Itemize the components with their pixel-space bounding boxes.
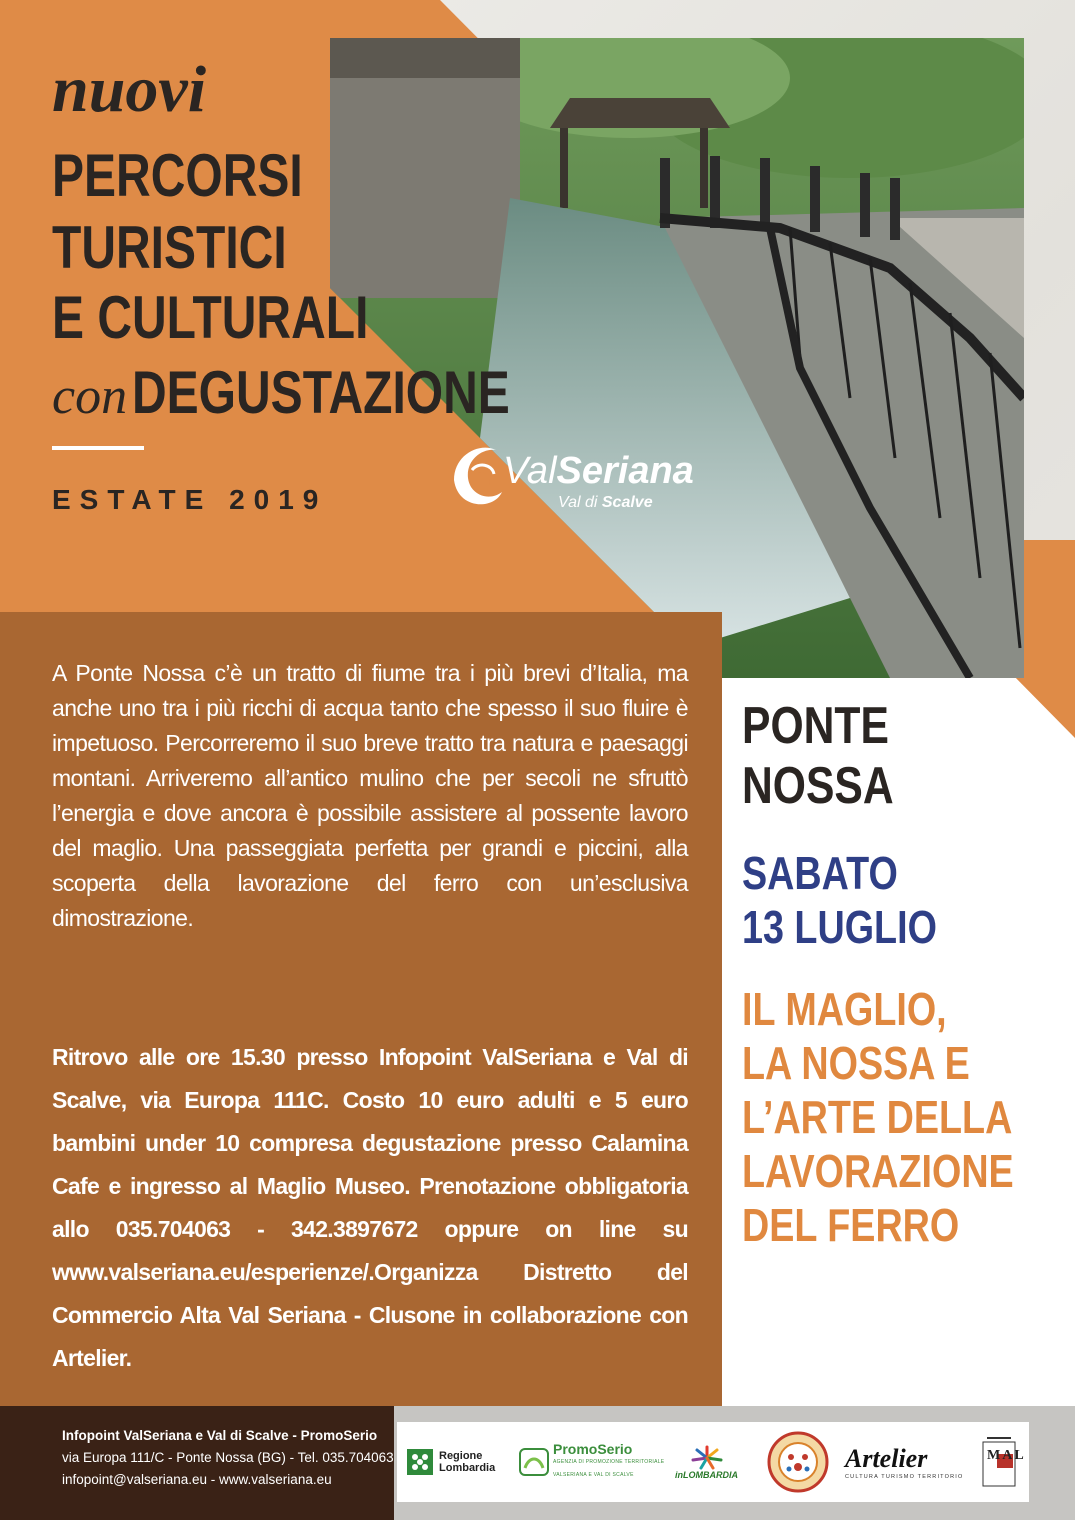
artelier-wordmark: Artelier <box>845 1444 928 1473</box>
promoserio-name: PromoSerio <box>553 1440 633 1457</box>
footer-org: Infopoint ValSeriana e Val di Scalve - PromoSerio <box>62 1428 378 1443</box>
title-degustazione: DEGUSTAZIONE <box>131 359 510 426</box>
regione-label-1: Regione <box>439 1450 483 1462</box>
footer-address: via Europa 111/C - Ponte Nossa (BG) - Tel. 035.704063 <box>62 1450 394 1465</box>
mal-club-logo <box>979 1422 1026 1502</box>
event-date: SABATO 13 LUGLIO <box>742 847 937 953</box>
inlombardia-label: inLOMBARDIA <box>675 1470 738 1480</box>
event-place: PONTE NOSSA <box>742 697 894 815</box>
regione-lombardia-icon <box>407 1449 433 1475</box>
title-connector: con <box>52 368 128 425</box>
title-italic-word: nuovi <box>52 53 207 126</box>
inlombardia-logo <box>675 1422 738 1502</box>
title-line-2: TURISTICI <box>52 214 287 281</box>
sponsor-logos <box>397 1422 1029 1502</box>
regione-label-2: Lombardia <box>439 1462 496 1474</box>
title-line-3: E CULTURALI <box>52 284 369 351</box>
title-divider <box>52 446 144 450</box>
artelier-logo <box>845 1422 964 1502</box>
footer-web: infopoint@valseriana.eu - www.valseriana.eu <box>62 1472 332 1487</box>
title-line-1: PERCORSI <box>52 142 303 209</box>
booking-info-paragraph: Ritrovo alle ore 15.30 presso Infopoint ValSeriana e Val di Scalve, via Europa 111C. Costo 10 euro adulti e 5 euro bambini under 10 compresa degustazione presso Calamina Cafe e ingresso al Maglio Museo. Prenotazione obbligatoria allo 035.704063 - 342.3897672 oppure on line su www.valseriana.eu/esperienze/.Organizza Distretto del Commercio Alta Val Seriana - Clusone in collaborazione con Artelier. <box>52 1044 688 1371</box>
event-title: IL MAGLIO, LA NOSSA E L’ARTE DELLA LAVORAZIONE DEL FERRO <box>742 983 1014 1251</box>
promoserio-logo <box>519 1422 664 1502</box>
distretto-commercio-seal <box>767 1422 829 1502</box>
logo-wordmark: ValSeriana <box>503 450 694 492</box>
promoserio-icon <box>519 1448 549 1476</box>
mal-label: MAL <box>987 1448 1026 1463</box>
artelier-subtitle: CULTURA TURISMO TERRITORIO <box>845 1474 964 1480</box>
regione-lombardia-logo <box>407 1422 495 1502</box>
promoserio-sub-2: VALSERIANA E VAL DI SCALVE <box>553 1471 634 1478</box>
promoserio-sub-1: AGENZIA DI PROMOZIONE TERRITORIALE <box>553 1458 665 1465</box>
inlombardia-star-icon <box>687 1444 727 1470</box>
season-label: ESTATE 2019 <box>52 484 328 515</box>
title-line-4 <box>52 358 604 427</box>
description-paragraph: A Ponte Nossa c’è un tratto di fiume tra i più brevi d’Italia, ma anche uno tra i più ricchi di acqua tanto che spesso il suo fluire è impetuoso. Percorreremo il suo breve tratto tra natura e paesaggi montani. Arriveremo all’antico mulino che per secoli ne sfruttò l’energia e dove ancora è possibile assistere al possente lavoro del maglio. Una passeggiata perfetta per grandi e piccini, alla scoperta della lavorazione del ferro con un’esclusiva dimostrazione. <box>52 660 688 931</box>
distretto-seal-icon <box>767 1431 829 1493</box>
logo-subtitle: Val di Scalve <box>558 494 653 511</box>
